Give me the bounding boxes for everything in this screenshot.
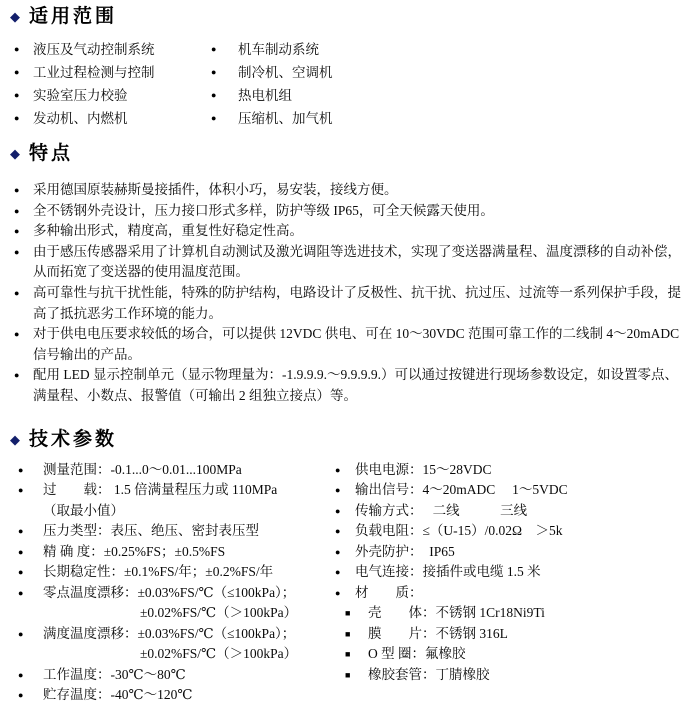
spec-item <box>18 665 335 686</box>
spec-item <box>18 562 335 583</box>
list-item <box>14 221 690 242</box>
diamond-icon: ◆ <box>10 9 20 24</box>
bullet-icon: ● <box>211 67 217 77</box>
spec-item <box>18 583 335 624</box>
list-item-text: 发动机、内燃机 <box>33 111 128 126</box>
list-item-text: 全不锈钢外壳设计，压力接口形式多样，防护等级 IP65，可全天候露天使用。 <box>33 202 494 218</box>
list-item <box>211 61 700 84</box>
list-item-text: 高可靠性与抗干扰性能，特殊的防护结构，电路设计了反极性、抗干扰、抗过压、过流等一系列保护手段，提高了抵抗恶劣工作环境的能力。 <box>33 284 681 321</box>
spec-item-text <box>43 624 335 665</box>
bullet-icon: ● <box>335 526 341 537</box>
list-item <box>211 84 700 107</box>
diamond-icon: ◆ <box>10 431 20 447</box>
spec-item <box>18 521 335 542</box>
specs-columns <box>18 460 700 706</box>
material-item <box>345 603 700 624</box>
spec-item-text: 压力类型：表压、绝压、密封表压型 <box>43 523 259 539</box>
list-item-text: 机车制动系统 <box>238 42 319 57</box>
spec-item <box>335 562 700 583</box>
list-item-text: 多种输出形式，精度高，重复性好稳定性高。 <box>33 223 303 239</box>
section-header-specs <box>10 429 700 451</box>
bullet-icon: ● <box>211 113 217 123</box>
list-item-text: 热电机组 <box>238 88 292 103</box>
list-item <box>14 242 690 283</box>
bullet-icon: ● <box>14 370 20 381</box>
bullet-icon: ● <box>14 226 20 237</box>
bullet-icon: ● <box>18 669 24 680</box>
spec-item-text: 传输方式： 二线 三线 <box>355 502 528 518</box>
list-item <box>14 365 690 406</box>
spec-line: 零点温度漂移：±0.03%FS/℃（≤100kPa）； <box>43 584 296 600</box>
spec-item <box>335 521 700 542</box>
list-item-text: 对于供电电压要求较低的场合，可以提供 12VDC 供电、可在 10～30VDC 范围可靠工作的二线制 4～20mADC 信号输出的产品。 <box>33 326 680 362</box>
material-item-text: 膜 片：不锈钢 316L <box>368 625 508 641</box>
list-item <box>14 283 690 324</box>
materials-sublist <box>345 603 700 685</box>
bullet-icon: ● <box>335 464 341 475</box>
bullet-icon: ● <box>211 90 217 100</box>
bullet-icon: ● <box>14 44 20 54</box>
list-item-text: 工业过程检测与控制 <box>33 65 155 80</box>
scope-column-right <box>211 38 700 130</box>
bullet-icon: ● <box>14 185 20 195</box>
spec-item-text: 供电电源：15～28VDC <box>355 461 492 477</box>
spec-item-text <box>43 583 335 624</box>
square-bullet-icon: ■ <box>345 649 351 660</box>
bullet-icon: ● <box>335 587 341 598</box>
bullet-icon: ● <box>14 287 20 298</box>
specs-column-left <box>18 460 335 706</box>
material-item-text: 橡胶套管：丁腈橡胶 <box>368 666 490 682</box>
list-item-text: 由于感压传感器采用了计算机自动测试及激光调阻等选进技术，实现了变送器满量程、温度漂移的自动补偿，从而拓宽了变送器的使用温度范围。 <box>33 243 681 280</box>
square-bullet-icon: ■ <box>345 669 351 680</box>
square-bullet-icon: ■ <box>345 608 351 619</box>
bullet-icon: ● <box>14 246 20 257</box>
spec-item <box>335 501 700 522</box>
spec-item-text: 精 确 度：±0.25%FS；±0.5%FS <box>43 543 226 559</box>
material-item <box>345 644 700 665</box>
section-header-scope <box>10 6 700 28</box>
bullet-icon: ● <box>14 329 20 340</box>
bullet-icon: ● <box>335 485 341 496</box>
specs-column-right <box>335 460 700 706</box>
list-item <box>14 61 211 84</box>
material-item-text: 壳 体：不锈钢 1Cr18Ni9Ti <box>368 605 545 621</box>
spec-item <box>18 460 335 481</box>
spec-item-text: 测量范围：-0.1...0～0.01...100MPa <box>43 461 242 477</box>
spec-item <box>18 480 335 521</box>
list-item-text: 采用德国原装赫斯曼接插件，体积小巧，易安装，接线方便。 <box>33 182 398 197</box>
list-item <box>14 38 211 61</box>
bullet-icon: ● <box>335 546 341 557</box>
spec-item-text: 工作温度：-30℃～80℃ <box>43 666 186 682</box>
bullet-icon: ● <box>18 526 24 537</box>
bullet-icon: ● <box>14 67 20 77</box>
bullet-icon: ● <box>18 690 24 701</box>
bullet-icon: ● <box>335 567 341 578</box>
material-item <box>345 665 700 686</box>
spec-item <box>335 583 700 604</box>
spec-item-text: 贮存温度：-40℃～120℃ <box>43 687 193 703</box>
spec-item <box>18 624 335 665</box>
spec-line-continuation: ±0.02%FS/℃（＞100kPa） <box>140 646 298 662</box>
bullet-icon: ● <box>18 567 24 578</box>
material-item-text: O 型 圈：氟橡胶 <box>368 646 466 662</box>
spec-item-text: 电气连接：接插件或电缆 1.5 米 <box>355 564 541 580</box>
list-item-text: 压缩机、加气机 <box>238 111 333 126</box>
bullet-icon: ● <box>18 587 24 598</box>
spec-item-text: 输出信号：4～20mADC 1～5VDC <box>355 482 568 498</box>
spec-item <box>335 542 700 563</box>
bullet-icon: ● <box>18 628 24 639</box>
bullet-icon: ● <box>18 485 24 496</box>
bullet-icon: ● <box>14 113 20 123</box>
spec-item-text <box>43 480 335 521</box>
spec-item-text: 长期稳定性：±0.1%FS/年；±0.2%FS/年 <box>43 564 274 580</box>
spec-item-text: 材 质： <box>355 584 423 600</box>
scope-list <box>14 38 700 130</box>
list-item-text: 液压及气动控制系统 <box>33 42 155 57</box>
spec-line: 满度温度漂移：±0.03%FS/℃（≤100kPa）； <box>43 625 296 641</box>
scope-column-left <box>14 38 211 130</box>
list-item <box>211 38 700 61</box>
spec-item <box>335 460 700 481</box>
spec-line-continuation: （取最小值） <box>43 502 124 518</box>
section-title-features: 特点 <box>29 143 74 164</box>
spec-item-text: 负载电阻：≤（U-15）/0.02Ω ＞5k <box>355 523 563 539</box>
features-list <box>14 180 690 407</box>
list-item <box>14 324 690 365</box>
list-item <box>14 84 211 107</box>
section-title-specs: 技术参数 <box>29 428 118 450</box>
spec-line: 过 载： 1.5 倍满量程压力或 110MPa <box>43 482 278 498</box>
bullet-icon: ● <box>14 205 20 216</box>
section-title-scope: 适用范围 <box>29 6 118 27</box>
bullet-icon: ● <box>211 44 217 54</box>
section-header-features <box>10 143 700 165</box>
square-bullet-icon: ■ <box>345 628 351 639</box>
list-item-text: 配用 LED 显示控制单元（显示物理量为：-1.9.9.9.～9.9.9.9.）可以通过按键进行现场参数设定，如设置零点、满量程、小数点、报警值（可输出 2 组独立接点）等。 <box>33 367 678 403</box>
bullet-icon: ● <box>335 505 341 516</box>
spec-line-continuation: ±0.02%FS/℃（＞100kPa） <box>140 605 298 621</box>
material-item <box>345 624 700 645</box>
spec-item <box>335 480 700 501</box>
list-item <box>14 107 211 130</box>
list-item-text: 实验室压力校验 <box>33 88 128 103</box>
bullet-icon: ● <box>18 546 24 557</box>
bullet-icon: ● <box>14 90 20 100</box>
spec-item <box>18 685 335 706</box>
list-item <box>14 180 690 201</box>
spec-item <box>18 542 335 563</box>
list-item <box>211 107 700 130</box>
list-item-text: 制冷机、空调机 <box>238 65 333 80</box>
bullet-icon: ● <box>18 464 24 475</box>
list-item <box>14 201 690 222</box>
spec-item-text: 外壳防护： IP65 <box>355 543 455 559</box>
diamond-icon: ◆ <box>10 146 20 161</box>
